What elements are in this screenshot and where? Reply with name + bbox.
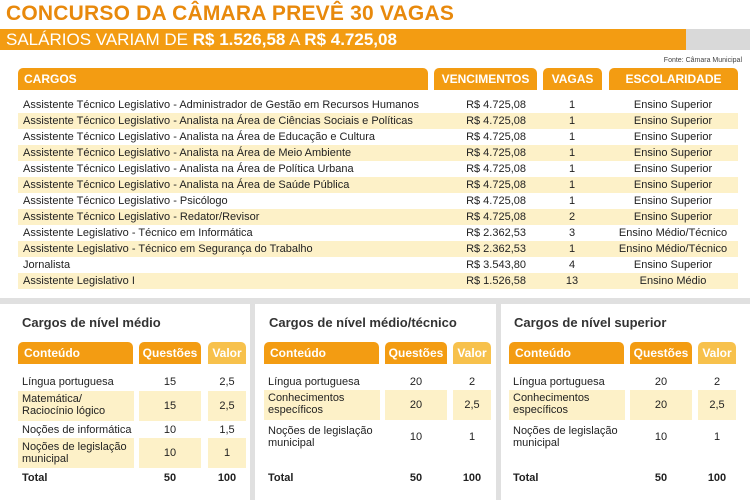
- col-header-cargos: CARGOS: [18, 68, 428, 90]
- panel-medio-valor: 1: [223, 447, 231, 459]
- cell-vagas: 1: [568, 195, 576, 207]
- cell-escolaridade: Ensino Superior: [633, 195, 713, 207]
- cell-vagas: 1: [568, 99, 576, 111]
- panel-medio-conteudo: Língua portuguesa: [22, 376, 114, 388]
- cell-cargo: Assistente Legislativo - Técnico em Informática: [23, 227, 253, 239]
- cell-vagas: 3: [568, 227, 576, 239]
- panel-separator: [496, 304, 501, 500]
- panel-tecnico-col-questoes: Questões: [385, 342, 447, 364]
- cell-escolaridade: Ensino Superior: [633, 179, 713, 191]
- panel-medio-valor: 2,5: [219, 376, 235, 388]
- cell-vagas: 1: [568, 115, 576, 127]
- cell-vagas: 1: [568, 147, 576, 159]
- panel-tecnico-valor: 2: [468, 376, 476, 388]
- cell-vagas: 1: [568, 163, 576, 175]
- panel-tecnico-valor: 1: [468, 431, 476, 443]
- cell-vencimento: R$ 4.725,08: [466, 179, 526, 191]
- cell-vencimento: R$ 4.725,08: [466, 99, 526, 111]
- panel-medio-total-questoes: 50: [163, 472, 177, 484]
- panel-superior-questoes: 10: [654, 431, 668, 443]
- table-row: [18, 129, 738, 145]
- panel-superior-col-questoes: Questões: [630, 342, 692, 364]
- table-row: [18, 273, 738, 289]
- table-row: [18, 97, 738, 113]
- panel-tecnico-questoes: 10: [409, 431, 423, 443]
- table-row: [18, 161, 738, 177]
- cell-vagas: 2: [568, 211, 576, 223]
- panel-medio-questoes: 15: [163, 400, 177, 412]
- cell-vencimento: R$ 4.725,08: [466, 147, 526, 159]
- panel-medio-conteudo: Matemática/ Raciocínio lógico: [22, 393, 106, 417]
- table-row: [18, 113, 738, 129]
- cell-escolaridade: Ensino Superior: [633, 147, 713, 159]
- cell-cargo: Assistente Legislativo I: [23, 275, 135, 287]
- panel-title-superior: Cargos de nível superior: [514, 315, 667, 330]
- source-note: Fonte: Câmara Municipal: [663, 57, 742, 64]
- panel-medio-conteudo: Noções de informática: [22, 424, 132, 436]
- cell-vencimento: R$ 4.725,08: [466, 131, 526, 143]
- cell-cargo: Assistente Técnico Legislativo - Administrador de Gestão em Recursos Humanos: [23, 99, 419, 111]
- panel-tecnico-questoes: 20: [409, 376, 423, 388]
- panel-tecnico-total-label: Total: [268, 472, 294, 484]
- cell-cargo: Assistente Legislativo - Técnico em Segurança do Trabalho: [23, 243, 313, 255]
- col-header-vagas: VAGAS: [543, 68, 602, 90]
- cell-escolaridade: Ensino Superior: [633, 259, 713, 271]
- panel-superior-questoes: 20: [654, 376, 668, 388]
- panel-superior-col-conteudo: Conteúdo: [509, 342, 624, 364]
- cell-vencimento: R$ 3.543,80: [466, 259, 526, 271]
- cell-vagas: 13: [565, 275, 579, 287]
- subtitle: [6, 30, 397, 50]
- cell-escolaridade: Ensino Superior: [633, 211, 713, 223]
- cell-vagas: 1: [568, 179, 576, 191]
- cell-vencimento: R$ 2.362,53: [466, 227, 526, 239]
- panel-tecnico-total-valor: 100: [462, 472, 482, 484]
- panel-tecnico-col-conteudo: Conteúdo: [264, 342, 379, 364]
- panel-medio-conteudo: Noções de legislação municipal: [22, 441, 127, 465]
- panel-tecnico-conteudo: Conhecimentos específicos: [268, 392, 345, 416]
- panel-tecnico-conteudo: Noções de legislação municipal: [268, 425, 373, 449]
- table-row: [18, 257, 738, 273]
- cell-cargo: Assistente Técnico Legislativo - Psicólogo: [23, 195, 228, 207]
- panel-superior-valor: 1: [713, 431, 721, 443]
- table-row: [18, 241, 738, 257]
- subtitle-bar: [0, 29, 750, 50]
- panel-medio-valor: 2,5: [219, 400, 235, 412]
- cell-vagas: 1: [568, 243, 576, 255]
- cell-escolaridade: Ensino Médio/Técnico: [618, 243, 728, 255]
- cell-vagas: 1: [568, 131, 576, 143]
- cell-vencimento: R$ 2.362,53: [466, 243, 526, 255]
- cell-cargo: Assistente Técnico Legislativo - Analista na Área de Educação e Cultura: [23, 131, 375, 143]
- panel-tecnico-conteudo: Língua portuguesa: [268, 376, 360, 388]
- panel-superior-conteudo: Conhecimentos específicos: [513, 392, 590, 416]
- panel-tecnico-col-valor: Valor: [453, 342, 491, 364]
- table-row: [18, 225, 738, 241]
- page-title: CONCURSO DA CÂMARA PREVÊ 30 VAGAS: [6, 2, 455, 25]
- panel-superior-valor: 2,5: [709, 399, 725, 411]
- panel-medio-col-questoes: Questões: [139, 342, 201, 364]
- panel-superior-conteudo: Língua portuguesa: [513, 376, 605, 388]
- cell-escolaridade: Ensino Superior: [633, 163, 713, 175]
- panel-superior-questoes: 20: [654, 399, 668, 411]
- cell-vagas: 4: [568, 259, 576, 271]
- cell-cargo: Assistente Técnico Legislativo - Analista na Área de Ciências Sociais e Políticas: [23, 115, 413, 127]
- subtitle-amount-min: R$ 1.526,58: [192, 30, 286, 49]
- cell-vencimento: R$ 4.725,08: [466, 211, 526, 223]
- panel-medio-total-label: Total: [22, 472, 48, 484]
- cell-escolaridade: Ensino Superior: [633, 131, 713, 143]
- table-row: [18, 145, 738, 161]
- cell-vencimento: R$ 4.725,08: [466, 195, 526, 207]
- panel-superior-valor: 2: [713, 376, 721, 388]
- cell-vencimento: R$ 4.725,08: [466, 115, 526, 127]
- cell-cargo: Assistente Técnico Legislativo - Analista na Área de Meio Ambiente: [23, 147, 352, 159]
- cell-cargo: Assistente Técnico Legislativo - Redator/Revisor: [23, 211, 260, 223]
- panel-medio-col-conteudo: Conteúdo: [18, 342, 133, 364]
- subtitle-amount-max: R$ 4.725,08: [304, 30, 397, 49]
- panel-separator: [250, 304, 255, 500]
- panel-tecnico-valor: 2,5: [464, 399, 480, 411]
- cell-escolaridade: Ensino Superior: [633, 99, 713, 111]
- cell-cargo: Assistente Técnico Legislativo - Analista na Área de Saúde Pública: [23, 179, 350, 191]
- panel-medio-questoes: 10: [163, 424, 177, 436]
- cell-vencimento: R$ 4.725,08: [466, 163, 526, 175]
- col-header-escolaridade: ESCOLARIDADE: [609, 68, 738, 90]
- table-row: [18, 193, 738, 209]
- cell-escolaridade: Ensino Superior: [633, 115, 713, 127]
- panel-tecnico-questoes: 20: [409, 399, 423, 411]
- cell-escolaridade: Ensino Médio/Técnico: [618, 227, 728, 239]
- panel-superior-col-valor: Valor: [698, 342, 736, 364]
- panel-superior-total-questoes: 50: [654, 472, 668, 484]
- panel-superior-conteudo: Noções de legislação municipal: [513, 425, 618, 449]
- panel-tecnico-total-questoes: 50: [409, 472, 423, 484]
- panel-superior-total-valor: 100: [707, 472, 727, 484]
- table-row: [18, 209, 738, 225]
- subtitle-prefix: SALÁRIOS VARIAM DE: [6, 30, 193, 49]
- table-row: [18, 177, 738, 193]
- cell-cargo: Jornalista: [23, 259, 71, 271]
- subtitle-mid: A: [285, 30, 305, 49]
- col-header-vencimentos: VENCIMENTOS: [434, 68, 537, 90]
- panel-medio-valor: 1,5: [219, 424, 235, 436]
- cell-escolaridade: Ensino Médio: [639, 275, 707, 287]
- panel-title-tecnico: Cargos de nível médio/técnico: [269, 315, 457, 330]
- cell-cargo: Assistente Técnico Legislativo - Analista na Área de Política Urbana: [23, 163, 354, 175]
- panel-medio-col-valor: Valor: [208, 342, 246, 364]
- panel-superior-total-label: Total: [513, 472, 539, 484]
- panel-medio-questoes: 15: [163, 376, 177, 388]
- panel-medio-questoes: 10: [163, 447, 177, 459]
- panel-medio-total-valor: 100: [217, 472, 237, 484]
- panel-title-medio: Cargos de nível médio: [22, 315, 161, 330]
- section-divider: [0, 298, 750, 304]
- cell-vencimento: R$ 1.526,58: [466, 275, 526, 287]
